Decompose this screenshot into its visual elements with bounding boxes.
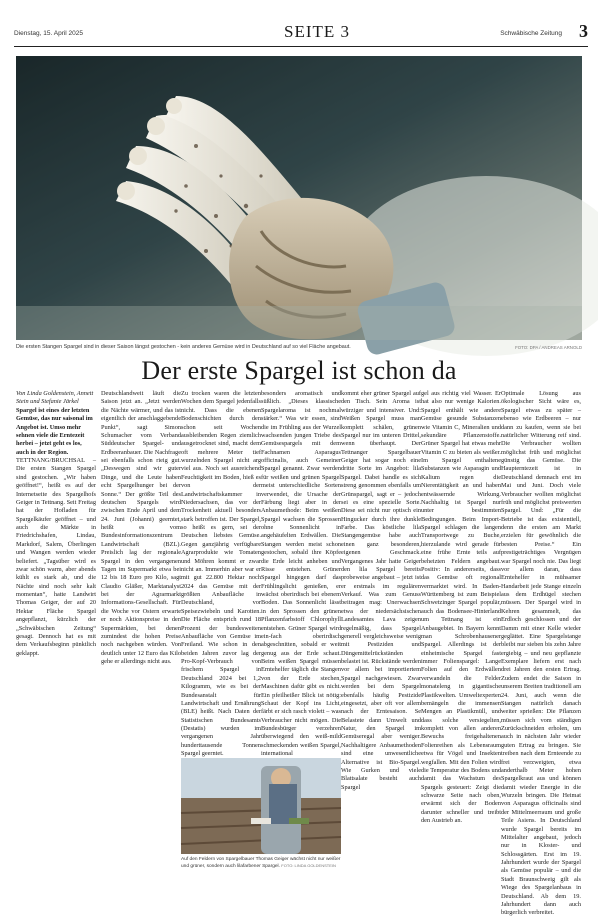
photo-caption: Die ersten Stangen Spargel sind in dieser Saison längst gestochen - kein anderes Gemüse wird in Deutschland auf so viel Fläche angebaut. (16, 344, 351, 350)
article-body-paragraph (16, 457, 96, 658)
section-title: SEITE 3 (284, 22, 351, 41)
article-dateline: TETTNANG/BRUCHSAL – (16, 457, 96, 464)
article-lead: Spargel ist eines der letzten Gemüse, das nur saisonal im Angebot ist. Umso mehr sehnen viele die Erntezeit herbei – jetzt geht es los, auch in der Region. (16, 406, 93, 456)
issue-date: Dienstag, 15. April 2025 (14, 30, 84, 37)
article-byline: Von Linda Goldenstein, Annett Stein und Stefanie Järkel (16, 390, 94, 406)
photo-credit: FOTO: DPA / ANDREAS ARNOLD (515, 345, 582, 350)
article-column-4 (261, 390, 341, 759)
article-column-5 (341, 390, 421, 792)
article-text: Optimale Lösung aus ökologischer Sicht wäre es, Spargel etwas zu später – ebenso wie Erdbeeren – nur dann zu kaufen, wenn sie bei natürlicher Witterung reif sind. Die Verbraucher wollten möglichst früh und möglichst günstig das Gemüse. Die Haupterntezeit ist in Deutschland demnach erst im Mai und Juni. Doch viele Verbraucher wollten möglichst früh und möglichst preiswerten Spargel. Und: „Für die Betriebe ist das existentiell, denn die ersten am Markt erzielen für gewöhnlich die besten Preise.“ Ein prestigeträchtiges Vergnügen war Spargel noch nie. Das liegt vor allem daran, dass Erntehelfer in mühsamer Handarbeit jede Stange einzeln aus dem Erdhügel stechen müssen. Der Spargel wird in Kehren gesammelt, das Erdloch geschlossen und der Damm mit einer Kelle wieder geglättet. Eine Spargelstange bleibt nur sieben bis zehn Jahre ergiebig – und neu gepflanzte Exemplare liefern erst nach drei Jahren den ersten Ertrag. Zudem endet die Saison in unserem Breiten traditionell am 24. Juni, auch wenn die Stangen natürlich danach weiter sprießen: Die Pflanzen müssen sich vom ständigen Zurückschneiden erholen, um auch in nächsten Jahr wieder guten Ertrag zu bringen. Sie treiben nach dem Ernteende zu frei verzweigten, etwa anderthalb Meter hohen Spargelkraut aus und können damit wieder Energie in die Wurzeln bringen. Die Heimat von Asparagus officinalis sind der Mittelmeerraum und große Teile Asiens. In Deutschland wurde Spargel bereits im Mittelalter angebaut, jedoch nur in Kloster- und Schlossgärten. Erst im 19. Jahrhundert wurde der Spargel als Gemüse populär – und die Stadt Braunschweig gilt als Wiege des Spargelanbaus in Deutschland. Ab dem 19. Jahrhundert dann auch bürgerlich verbreitet. (501, 390, 581, 917)
article-text: Zu trocken waren die letzten Wochen dem Spargel jedenfalls nicht. Dass die ebenen Bodenschichten durch den schon seit Wochen ausbleibenden Regen ziemlich ausgetrocknet sind, macht dem oft mehrere Meter tief wurzelnden Spargel nicht arg viel aus. Noch sei ausreichend Feuchtigkeit im Boden, hieß es von der Landwirtschaftskammer in Niedersachsen, das vor der Trockenheit aktuell besonders stark betroffen ist. Der Spargel, so heißt es gern, sei der Deutschen liebstes Gemüse. Gegen ganzjährig verfügbare Agrarprodukte wie Tomaten und Möhren kommt er zwar nicht an. Immerhin aber war er mit gut 22.800 Hektar noch 2024 das Gemüse mit der größten Anbaufläche in Deutschland, vor Speisezwiebeln und Karotten. Die Fläche entsprich rund 18 Prozent der bundesweiten Anbaufläche von Gemüse im Freiland. Wie schon in den beiden Jahren zuvor lag der Pro-Kopf-Verbrauch von frischem Spargel in Deutschland 2024 bei 1,2 Kilogramm, wie es bei der Bundesanstalt für Landwirtschaft und Ernährung (BLE) heißt. Nach Daten der Statistischen Bundesamts (Destatis) wurden im vergangenen Jahr hunderttausende Tonnen Spargel geerntet. (181, 390, 261, 758)
article-column-3 (181, 390, 261, 759)
page-header (14, 22, 588, 44)
article-column-7 (501, 390, 581, 918)
farmer-photo-caption (181, 857, 341, 869)
article-column-1 (16, 390, 96, 658)
article-text: Die ersten Stangen Spargel sind gestochen. „Wir haben geöffnet!“, heißt es auf der Internetseite des Spargelhofs Geiger in Tettnang. Seit Freitag hat der Hofladen für Spargelkäufer geöffnet – und auch die Märkte in Friedrichshafen, Lindau, Markdorf, Salem, Überlingen und Wangen werden wieder beliefert. „Tagsüber wird es zwar schön warm, aber abends kühlt es stark ab, und die Nächte sind noch sehr kalt momentan“, hatte Landwirt Thomas Geiger, der auf 20 Hektar Fläche Spargel angepflanzt, kürzlich der „Schwäbischen Zeitung“ gesagt. Dennoch hat es mit dem Verkaufsbeginn pünktlich geklappt. (16, 465, 96, 657)
article-column-2 (101, 390, 181, 666)
farmer-photo-credit: FOTO: LINDA GOLDENSTEIN (281, 862, 336, 868)
newspaper-name: Schwäbische Zeitung (500, 30, 562, 37)
header-rule (14, 46, 588, 47)
page-number: 3 (579, 21, 588, 41)
article-column-6 (421, 390, 501, 826)
article-text: gel aus richtig viel Wasser. Er hat also nur wenige Kalorien. Spargel enthält wie andere Gemüse gesunde Substanzen wie Vitamin C, Mineralien und sekundäre Pflanzenstoffe. Grüner Spargel hat etwas mehr Vitamin C zu bieten als weißer. Im Spargel enthaltene Substanzen wie Asparagin und Kalium regen die Nierentätigkeit an und haben entwässernde Wirkung. Nachhaltig ist Spargel nur unter bestimmten Bedingungen. Beim Import-Spargel schlagen die langen Transportwege zu Buche, hierzulande wird gerade für eine frühe Ernte teils auf beheizten Feldern angebaut. Positiv: In andererseits, dass das Gemüse oft regional vermarktet wird. In Baden-Württemberg ist zum Beispiel Schwetzinger Spargel populär, auch das Bodensee-Hinterland um Tettnang ist ein Anbaugebiet. In Bayern kennt man Schrobenhausener Spargel. Allerdings ist der einheimische Spargel fast immer Folienspargel: Lange Folien auf den Erdwällen verwandeln die Felder monateleng in gigantische Plastikwelten. Umweltexperten bemängeln die immensen Mengen an Plastikmüll, und dass solche versiegelten, komplett von allen anderen Bewuchs freigehaltenen Folienreihen als Lebensraum etwa für Vögel und Insekten wegfallen. Mit den Folien wird die Temperatur des Bodens und damit das Wachstum des Spargels gesteuert: Zeigt die schwarze Seite nach oben, erwärmt sich der Boden darunter schneller und treibt den Austrieb an. (421, 390, 501, 825)
asparagus-harvest-illustration (16, 56, 582, 340)
farmer-photo (181, 758, 341, 854)
main-photo (16, 56, 582, 340)
article-text: besonders aromatisch und süßlich. „Dieses klassische Spargelaroma ist nochmal stärker.“ Was wir essen, sind die im Frühling aus der Wurzel wachsenden jungen Triebe des Gemüsespargels mit dem Fachnamen Asparagus officinalis, auch Gemeiner Spargel genannt. Zwar werden für weißen und grünen Spargel meist unterschiedliche Sorten verwendet, die Ursache der Färbung liegt aber in der Anbaumethode: Beim weißen Spargel wachsen die Sprossen ohne Sonnenlicht in angehäufelten Erdwällen. Die Stangen werden meist schon gestochen, sobald ihre Köpfe die Erde leicht anheben und Risse entstehen. Grüner Spargel hingegen darf das Frühlingslicht genießen, er wächst oberirdisch bei ebenem Boden. Das Sonnenlicht lässt in den Sprossen den grünen Pflanzenfarbstoff Chlorophyll entstehen. Grüner Spargel wird ein-fach oberirdisch abgeschnitten, sobald er weit genug aus der Erde schaut. Beim weißen Spargel müssen Erntehelfer täglich die Stangen von der Erde stechen, Maschinen dafür gibt es nicht. Ein pfeilheißer Blick ist nötig: Schaut der Kopf ins Licht, färbt er sich rasch violett – was Verbraucher nicht mögen. Die Bundesbürger verzehren überwiegend den weiß-mild schmeckenden weißen Spargel, international (261, 390, 341, 758)
article-text: Deutschlandweit läuft die Saison jetzt an. „Jetzt werden die Nächte wärmer, und das ist eigentlich der anschlaggebende Punkt“, sagt Simon Schumacher vom Verband Süddeutscher Spargel- und Erdbeeranbauer. Die Nachfrage sei ebenfalls schon rieig gut. „Deswegen sind wir guter Dinge, und die Leute haben echt Spargelhunger bei der Sonne.“ Der größte Teil des deutschen Spargels wird zwischen Ende April und dem 24. Juni (Johanni) geerntet, heißt es vom Bundesinformationszentrum Landwirtschaft (BZL). Preislich lag der regionale Spargel in den vergangenen Tagen im Supermarkt etwa bei 12 bis 18 Euro pro Kilo, sagt Claudio Gläßer, Marktanalyst bei der Agrarmarkt Informations-Gesellschaft. Für die Woche vor Ostern erwarte er noch Aktionspreise in den Supermärkten, bei denen zumindest die hohen Preise noch nachgeben würden. Von deutlich unter 12 Euro das Kilo gehe er allerdings nicht aus. (101, 390, 181, 665)
article-text: kommt eher grüner Spargel auf den Tisch. Sein Aroma ist würziger und intensiver. Und: Weißen Spargel muss man komplett schälen, grünen Spargel nur im unteren Drittel, wenn überhaupt. Der Tettnanger Spargelbauer Geiger hat sogar noch eine dritte Sorte im Angebot: lila Spargel. Dabei handle es sich streng genommen ebenfalls um Grünspargel, sagt er – jedoch sei es eine spezielle Sorte. Diese sei nicht nur optisch ein Hingucker durch ihre dunkle Farbe. Das köstliche lila Stangengemüse habe auch einen ganz besonderen, eigenen Geschmack. Vergangenes Jahr hatte Geiger den lila Spargel bereits probeweise angebaut – jetzt ist er erstmals im regulären Verkauf. Was zum Genuss beitragen mag: Unerwachsen etwa der niedersächsischen Landesamtes Lava zeigen regelmäßig, dass Spargel generell vergleichsweise wenig mit Pestiziden und Düngemittelrückständen belastet ist. Rückstände werden vor allem bei importiertem Spargel nachgewiesen. Zwar werden bei dem Spargel ebenfalls häufig Pestizide eingesetzt, aber oft vor allem nach der Erntesaison. Se Belastete dann Umwelt und Natur, den Spargel im Gemüseregal aber weniger. Nachhaltigere Anbaumethoden sind eine unwesentliche Alternative ist Bio-Spargel. Wie Gurken und viele Blattsalate besteht auch Spargel (341, 390, 421, 791)
article-headline: Der erste Spargel ist schon da (141, 356, 457, 385)
farmer-caption-text: Auf den Feldern von Spargelbauer Thomas Geiger wächst nicht nur weißer und grüner, sondern auch lilafarbener Spargel. (181, 857, 341, 869)
farmer-in-field-illustration (181, 758, 341, 854)
